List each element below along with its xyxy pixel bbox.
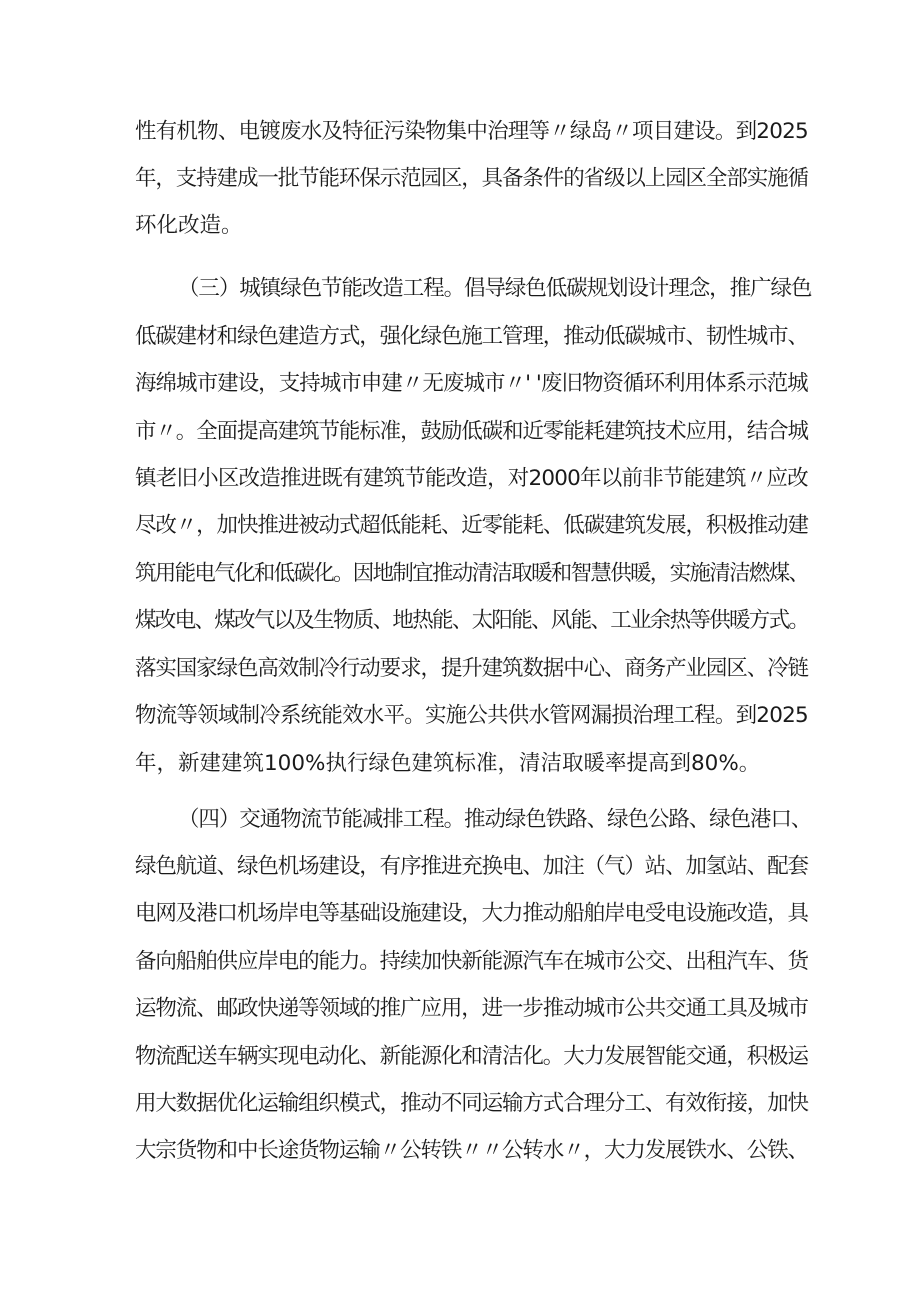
text-line: 海绵城市建设，支持城市申建〃无废城市〃' '废旧物资循环利用体系示范城 (135, 371, 808, 396)
text-line: 性有机物、电镀废水及特征污染物集中治理等〃绿岛〃项目建设。到2025 (135, 119, 808, 144)
text-line: 物流配送车辆实现电动化、新能源化和清洁化。大力发展智能交通，积极运 (135, 1044, 808, 1069)
section-heading-line: （四）交通物流节能减排工程。推动绿色铁路、绿色公路、绿色港口、 (178, 807, 812, 832)
text-line: 电网及港口机场岸电等基础设施建设，大力推动船舶岸电受电设施改造，具 (135, 901, 808, 926)
text-line: 环化改造。 (135, 213, 243, 238)
text-line: 筑用能电气化和低碳化。因地制宜推动清洁取暖和智慧供暖，实施清洁燃煤、 (135, 561, 809, 586)
text-line: 尽改〃，加快推进被动式超低能耗、近零能耗、低碳建筑发展，积极推动建 (135, 513, 808, 538)
text-line: 运物流、邮政快递等领域的推广应用，进一步推动城市公共交通工具及城市 (135, 996, 808, 1021)
text-line: 大宗货物和中长途货物运输〃公转铁〃〃公转水〃，大力发展铁水、公铁、 (135, 1138, 808, 1163)
text-line: 备向船舶供应岸电的能力。持续加快新能源汽车在城市公交、出租汽车、货 (135, 949, 808, 974)
text-line: 落实国家绿色高效制冷行动要求，提升建筑数据中心、商务产业园区、冷链 (135, 656, 808, 681)
text-line: 物流等领域制冷系统能效水平。实施公共供水管网漏损治理工程。到2025 (135, 703, 808, 728)
text-line: 用大数据优化运输组织模式，推动不同运输方式合理分工、有效衔接，加快 (135, 1091, 808, 1116)
text-line: 年，新建建筑100%执行绿色建筑标准，清洁取暖率提高到80%。 (135, 751, 761, 776)
section-heading-line: （三）城镇绿色节能改造工程。倡导绿色低碳规划设计理念，推广绿色 (178, 276, 812, 301)
text-line: 年，支持建成一批节能环保示范园区，具备条件的省级以上园区全部实施循 (135, 166, 808, 191)
text-line: 市〃。全面提高建筑节能标准，鼓励低碳和近零能耗建筑技术应用，结合城 (135, 419, 808, 444)
text-line: 低碳建材和绿色建造方式，强化绿色施工管理，推动低碳城市、韧性城市、 (135, 324, 808, 349)
text-line: 镇老旧小区改造推进既有建筑节能改造，对2000年以前非节能建筑〃应改 (135, 466, 808, 491)
text-line: 煤改电、煤改气以及生物质、地热能、太阳能、风能、工业余热等供暖方式。 (135, 608, 809, 633)
text-line: 绿色航道、绿色机场建设，有序推进充换电、加注（气）站、加氢站、配套 (135, 854, 808, 879)
